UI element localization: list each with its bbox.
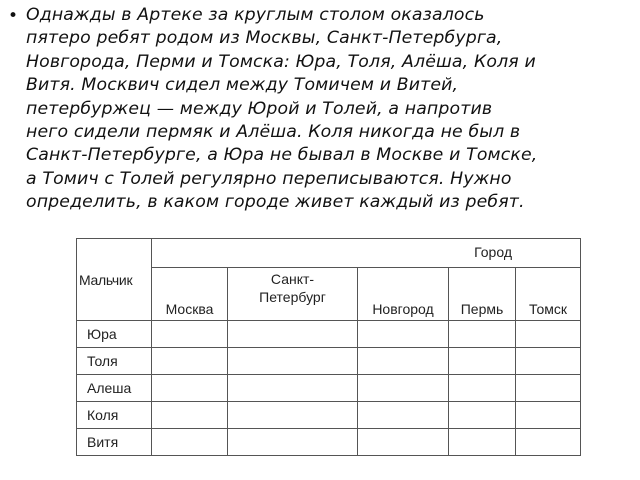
table-row [77, 348, 581, 375]
grid-cell[interactable] [228, 429, 358, 456]
grid-cell[interactable] [228, 321, 358, 348]
table-row [77, 402, 581, 429]
grid-cell[interactable] [152, 321, 228, 348]
problem-statement [8, 4, 636, 215]
grid-cell[interactable] [449, 348, 516, 375]
header-city-tomsk: Томск [516, 268, 581, 321]
grid-cell[interactable] [228, 348, 358, 375]
grid-cell[interactable] [516, 375, 581, 402]
grid-cell[interactable] [358, 402, 449, 429]
grid-cell[interactable] [152, 429, 228, 456]
header-boy: Мальчик [77, 239, 152, 321]
problem-text: Однажды в Артеке за круглым столом оказалось пятеро ребят родом из Москвы, Санкт-Петербурга, Новгорода, Перми и Томска: Юра, Толя, Алёша, Коля и Витя. Москвич сидел между Томичем и Витей, петербуржец — между Юрой и Толей, а напротив него сидели пермяк и Алёша. Коля никогда не был в Санкт-Петербурге, а Юра не бывал в Москве и Томске, а Томич с Толей регулярно переписываются. Нужно определить, в каком городе живет каждый из ребят. [26, 5, 538, 213]
header-city-perm: Пермь [449, 268, 516, 321]
boy-name: Витя [77, 429, 152, 456]
table-row [77, 321, 581, 348]
logic-grid-table [76, 238, 581, 456]
grid-cell[interactable] [228, 402, 358, 429]
grid-cell[interactable] [152, 402, 228, 429]
grid-cell[interactable] [358, 321, 449, 348]
table-row [77, 375, 581, 402]
grid-cell[interactable] [449, 321, 516, 348]
grid-cell[interactable] [358, 375, 449, 402]
header-row-group [77, 239, 581, 268]
header-city-novgorod: Новгород [358, 268, 449, 321]
boy-name: Алеша [77, 375, 152, 402]
header-city-spb: Санкт- Петербург [228, 268, 358, 321]
grid-cell[interactable] [358, 348, 449, 375]
bullet-marker: • [8, 6, 19, 26]
header-city-group: Город [152, 239, 581, 268]
header-city-moscow: Москва [152, 268, 228, 321]
boy-name: Юра [77, 321, 152, 348]
boy-name: Коля [77, 402, 152, 429]
grid-cell[interactable] [516, 402, 581, 429]
grid-cell[interactable] [516, 321, 581, 348]
header-row-cities [77, 268, 581, 321]
grid-cell[interactable] [228, 375, 358, 402]
grid-cell[interactable] [152, 348, 228, 375]
table-row [77, 429, 581, 456]
grid-cell[interactable] [358, 429, 449, 456]
grid-cell[interactable] [152, 375, 228, 402]
grid-cell[interactable] [516, 348, 581, 375]
grid-cell[interactable] [516, 429, 581, 456]
boy-name: Толя [77, 348, 152, 375]
grid-cell[interactable] [449, 429, 516, 456]
grid-cell[interactable] [449, 402, 516, 429]
grid-cell[interactable] [449, 375, 516, 402]
